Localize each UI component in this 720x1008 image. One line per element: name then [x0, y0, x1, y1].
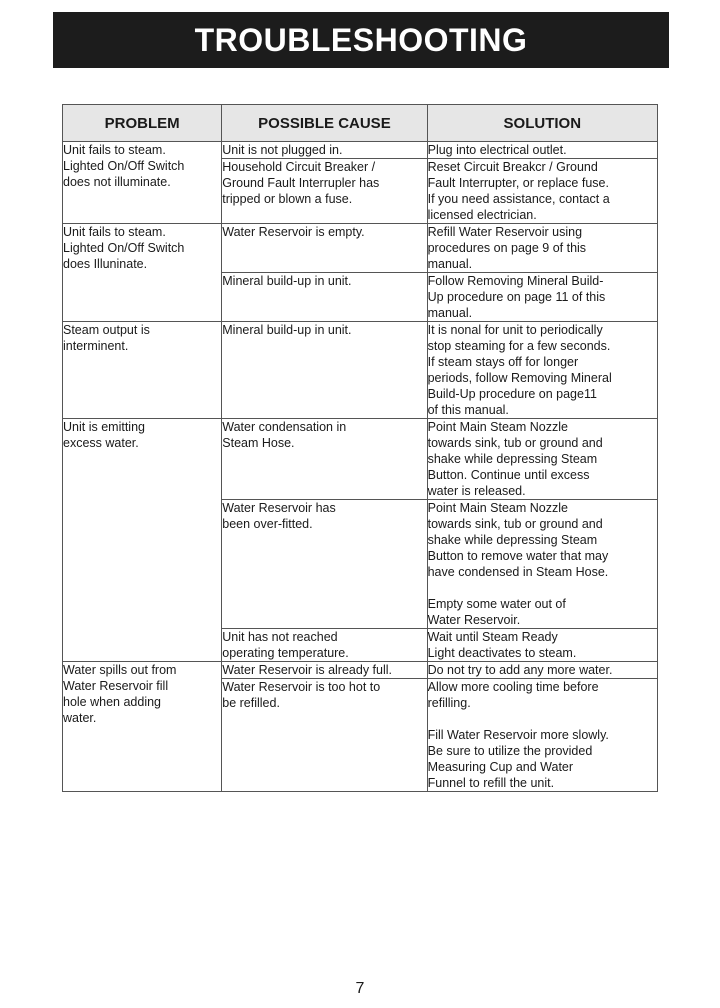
title-banner: [53, 12, 669, 68]
cause-cell: Unit is not plugged in.: [222, 142, 427, 159]
page-number: 7: [355, 980, 365, 997]
cause-cell: Water condensation in Steam Hose.: [222, 419, 427, 500]
table-row: [63, 224, 658, 273]
solution-paragraph: Do not try to add any more water.: [427, 663, 613, 677]
cause-cell: Water Reservoir is empty.: [222, 224, 427, 273]
cause-cell: Water Reservoir is already full.: [222, 662, 427, 679]
page-title: TROUBLESHOOTING: [194, 21, 528, 58]
solution-cell: [427, 142, 657, 159]
solution-paragraph: Wait until Steam Ready Light deactivates to steam.: [427, 630, 577, 660]
solution-cell: [427, 679, 657, 792]
cause-cell: Unit has not reached operating temperature.: [222, 629, 427, 662]
column-header-cause: POSSIBLE CAUSE: [222, 105, 427, 142]
cause-cell: Water Reservoir has been over-fitted.: [222, 500, 427, 629]
cause-cell: Water Reservoir is too hot to be refilled.: [222, 679, 427, 792]
solution-paragraph: Reset Circuit Breakcr / Ground Fault Interrupter, or replace fuse. If you need assistance, contact a licensed electrician.: [427, 160, 610, 222]
solution-paragraph: Refill Water Reservoir using procedures on page 9 of this manual.: [427, 225, 587, 271]
solution-cell: [427, 159, 657, 224]
table-body: [63, 142, 658, 792]
solution-paragraph: It is nonal for unit to periodically stop steaming for a few seconds. If steam stays off for longer periods, follow Removing Mineral Build-Up procedure on page11 of this manual.: [427, 323, 612, 417]
solution-cell: [427, 500, 657, 629]
solution-paragraph: Plug into electrical outlet.: [427, 143, 567, 157]
paragraph-gap: [428, 580, 657, 596]
solution-paragraph: Fill Water Reservoir more slowly. Be sure to utilize the provided Measuring Cup and Water Funnel to refill the unit.: [427, 728, 609, 790]
cause-cell: Mineral build-up in unit.: [222, 273, 427, 322]
troubleshooting-table: [62, 104, 658, 792]
solution-paragraph: Allow more cooling time before refilling.: [427, 680, 599, 710]
paragraph-gap: [428, 711, 657, 727]
table-row: [63, 419, 658, 500]
solution-cell: [427, 662, 657, 679]
solution-cell: [427, 273, 657, 322]
table-row: [63, 662, 658, 679]
solution-paragraph: Point Main Steam Nozzle towards sink, tub or ground and shake while depressing Steam Button to remove water that may have condensed in Steam Hose.: [427, 501, 609, 579]
cause-cell: Mineral build-up in unit.: [222, 322, 427, 419]
table-row: [63, 322, 658, 419]
table-row: [63, 142, 658, 159]
solution-cell: [427, 322, 657, 419]
solution-cell: [427, 224, 657, 273]
table-header-row: [63, 105, 658, 142]
solution-paragraph: Point Main Steam Nozzle towards sink, tub or ground and shake while depressing Steam Button. Continue until excess water is released.: [427, 420, 603, 498]
column-header-problem: PROBLEM: [63, 105, 222, 142]
solution-cell: [427, 629, 657, 662]
cause-cell: Household Circuit Breaker / Ground Fault Interrupler has tripped or blown a fuse.: [222, 159, 427, 224]
problem-cell: Unit fails to steam. Lighted On/Off Switch does not illuminate.: [63, 142, 222, 224]
solution-paragraph: Empty some water out of Water Reservoir.: [427, 597, 566, 627]
problem-cell: Unit is emitting excess water.: [63, 419, 222, 662]
problem-cell: Steam output is interminent.: [63, 322, 222, 419]
column-header-solution: SOLUTION: [427, 105, 657, 142]
solution-paragraph: Follow Removing Mineral Build- Up procedure on page 11 of this manual.: [427, 274, 606, 320]
solution-cell: [427, 419, 657, 500]
problem-cell: Unit fails to steam. Lighted On/Off Switch does Illuninate.: [63, 224, 222, 322]
problem-cell: Water spills out from Water Reservoir fill hole when adding water.: [63, 662, 222, 792]
